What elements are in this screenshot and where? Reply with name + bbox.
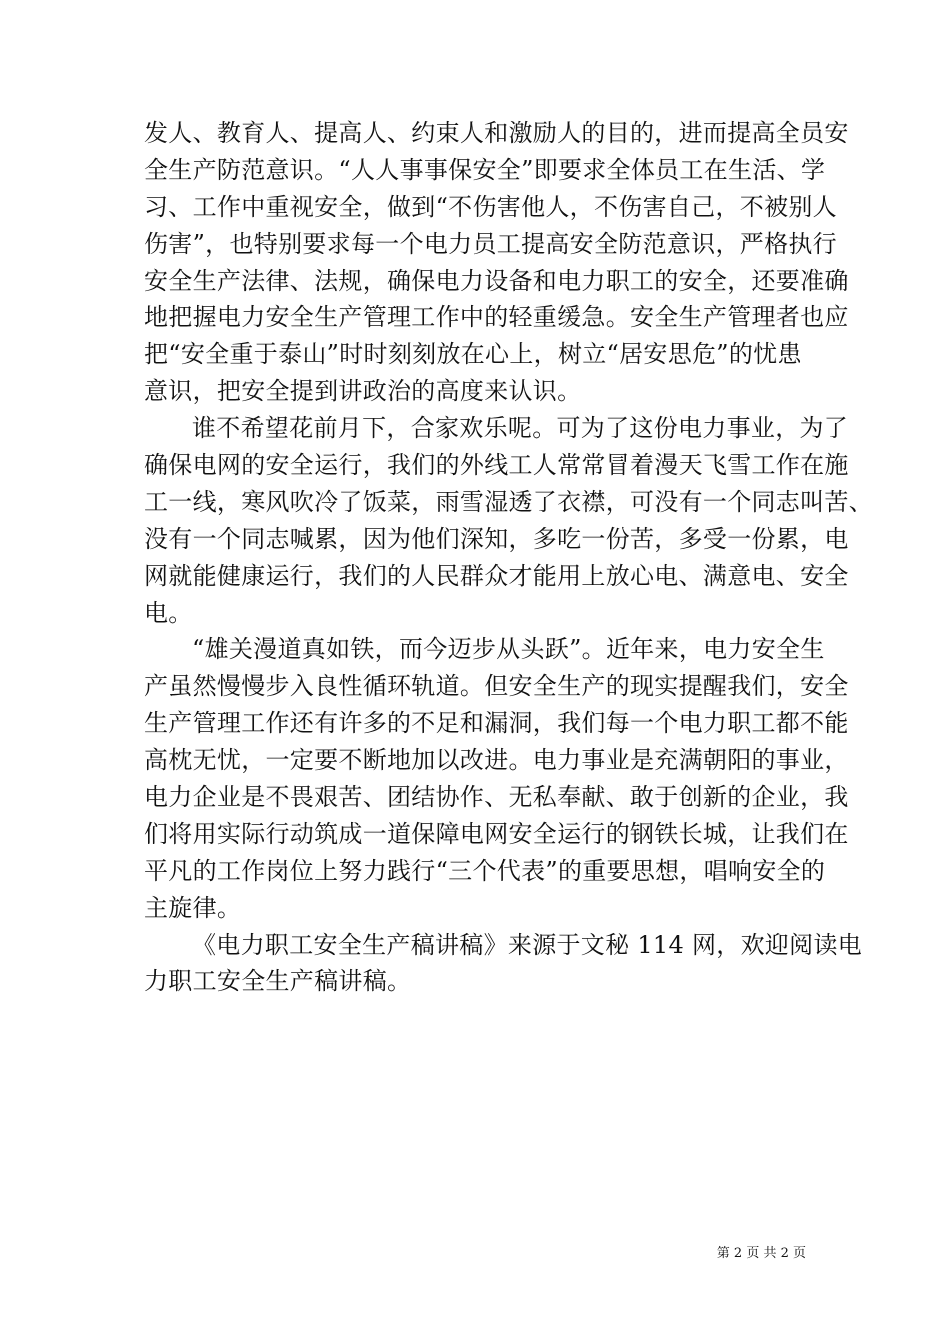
text-line: 习、工作中重视安全，做到“不伤害他人，不伤害自己，不被别人 xyxy=(144,192,837,221)
text-line: 生产管理工作还有许多的不足和漏洞，我们每一个电力职工都不能 xyxy=(144,709,849,738)
text-line: 意识，把安全提到讲政治的高度来认识。 xyxy=(144,377,582,406)
paragraph xyxy=(144,115,849,410)
text-line: 没有一个同志喊累，因为他们深知，多吃一份苦，多受一份累，电 xyxy=(144,524,849,553)
text-line: 产虽然慢慢步入良性循环轨道。但安全生产的现实提醒我们，安全 xyxy=(144,672,849,701)
text-line: 工一线，寒风吹冷了饭菜，雨雪湿透了衣襟，可没有一个同志叫苦、 xyxy=(144,487,873,516)
text-line: 伤害”，也特别要求每一个电力员工提高安全防范意识，严格执行 xyxy=(144,229,837,258)
text-line: 安全生产法律、法规，确保电力设备和电力职工的安全，还要准确 xyxy=(144,266,849,295)
text-line: 地把握电力安全生产管理工作中的轻重缓急。安全生产管理者也应 xyxy=(144,303,849,332)
page-number-footer: 第 2 页 共 2 页 xyxy=(716,1246,806,1261)
paragraph xyxy=(144,631,849,926)
text-line: 发人、教育人、提高人、约束人和激励人的目的，进而提高全员安 xyxy=(144,119,849,147)
document-body xyxy=(144,115,873,1000)
paragraph xyxy=(144,927,863,1001)
text-line: 电力企业是不畏艰苦、团结协作、无私奉献、敢于创新的企业，我 xyxy=(144,783,849,812)
text-line: 网就能健康运行，我们的人民群众才能用上放心电、满意电、安全 xyxy=(144,561,849,590)
text-line: 高枕无忧，一定要不断地加以改进。电力事业是充满朝阳的事业， xyxy=(144,746,849,775)
text-line: 把“安全重于泰山”时时刻刻放在心上，树立“居安思危”的忧患 xyxy=(144,340,802,369)
text-line: 力职工安全生产稿讲稿。 xyxy=(144,967,412,996)
text-line: 平凡的工作岗位上努力践行“三个代表”的重要思想，唱响安全的 xyxy=(144,856,826,885)
text-line: “雄关漫道真如铁，而今迈步从头跃”。近年来，电力安全生 xyxy=(192,635,825,664)
text-line: 确保电网的安全运行，我们的外线工人常常冒着漫天飞雪工作在施 xyxy=(144,451,849,480)
text-line: 谁不希望花前月下，合家欢乐呢。可为了这份电力事业，为了 xyxy=(192,414,849,443)
text-line: 《电力职工安全生产稿讲稿》来源于文秘 114 网，欢迎阅读电 xyxy=(192,930,863,959)
text-line: 主旋律。 xyxy=(144,893,242,922)
text-line: 们将用实际行动筑成一道保障电网安全运行的钢铁长城，让我们在 xyxy=(144,819,849,848)
text-line: 全生产防范意识。“人人事事保安全”即要求全体员工在生活、学 xyxy=(144,155,826,184)
paragraph xyxy=(144,410,873,631)
text-line: 电。 xyxy=(144,598,193,627)
